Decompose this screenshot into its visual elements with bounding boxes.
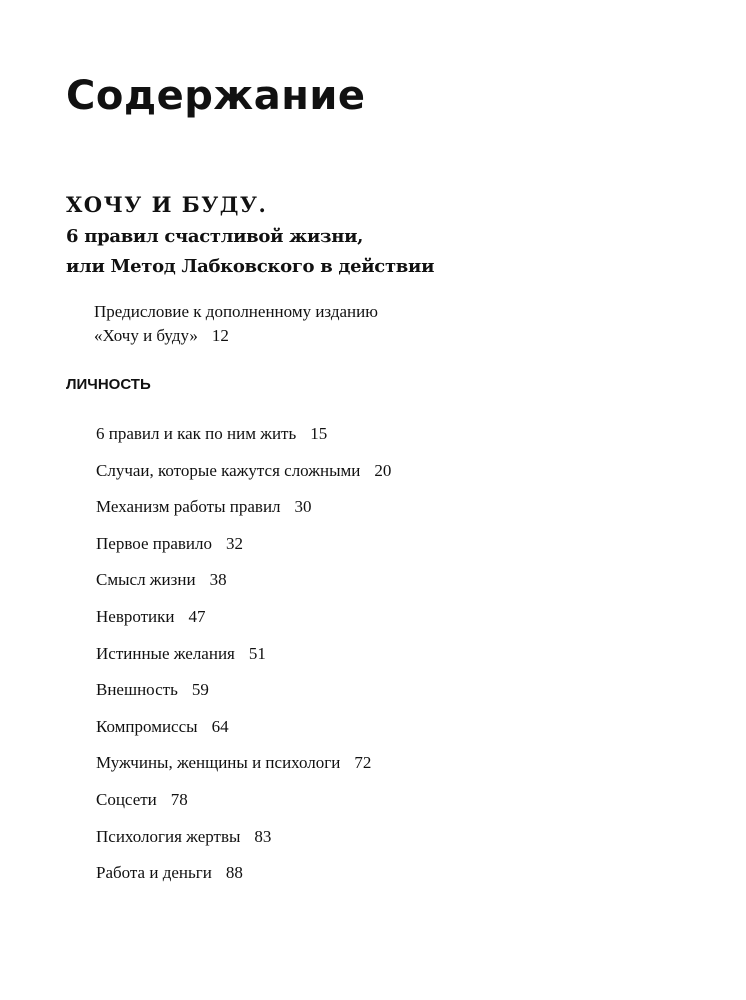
toc-entry[interactable] [96, 495, 391, 532]
toc-entry-label: Компромиссы [96, 716, 198, 736]
toc-entry[interactable] [96, 459, 391, 496]
toc-entry[interactable] [96, 861, 391, 898]
toc-entry-label: Случаи, которые кажутся сложными [96, 460, 361, 480]
toc-entry-page: 64 [211, 716, 229, 736]
toc-entry[interactable] [96, 568, 391, 605]
book-subtitle-line-1: 6 правил счастливой жизни, [66, 226, 364, 247]
toc-entry[interactable] [96, 678, 391, 715]
toc-entry[interactable] [96, 715, 391, 752]
toc-entry-label: Психология жертвы [96, 826, 241, 846]
book-title: ХОЧУ И БУДУ. [66, 192, 268, 217]
toc-entry-page: 38 [209, 570, 227, 590]
toc-entry[interactable] [96, 825, 391, 862]
toc-entry-label: Соцсети [96, 789, 157, 809]
toc-entry-label: Работа и деньги [96, 863, 212, 883]
toc-entry-page: 30 [294, 497, 312, 517]
page-title: Содержание [66, 73, 366, 119]
toc-entry-label: Механизм работы правил [96, 497, 281, 517]
preface-label-line-2: «Хочу и буду» [94, 326, 198, 345]
toc-entry-label: Истинные желания [96, 643, 235, 663]
toc-entry-page: 59 [191, 680, 209, 700]
section-heading: ЛИЧНОСТЬ [66, 376, 151, 393]
toc-entry-preface[interactable] [94, 300, 378, 348]
toc-entry-page: 20 [374, 460, 392, 480]
toc-entry-label: Первое правило [96, 533, 212, 553]
toc-entry-page: 47 [188, 606, 206, 626]
toc-entry-page: 15 [310, 424, 328, 443]
toc-entry-label: Внешность [96, 680, 178, 700]
toc-entry-label: 6 правил и как по ним жить [96, 424, 297, 443]
toc-entry-label: Невротики [96, 606, 175, 626]
book-subtitle [66, 222, 434, 282]
toc-entry-page: 51 [248, 643, 266, 663]
toc-list [96, 422, 391, 898]
toc-entry-page: 83 [254, 826, 272, 846]
preface-page-number: 12 [211, 326, 229, 345]
toc-entry[interactable] [96, 532, 391, 569]
toc-entry-label: Мужчины, женщины и психологи [96, 753, 341, 773]
toc-entry[interactable] [96, 605, 391, 642]
toc-entry[interactable] [96, 422, 391, 459]
toc-entry-page: 78 [170, 789, 188, 809]
toc-entry[interactable] [96, 751, 391, 788]
book-subtitle-line-2: или Метод Лабковского в действии [66, 256, 435, 277]
toc-entry-page: 72 [354, 753, 372, 773]
toc-entry[interactable] [96, 642, 391, 679]
toc-entry[interactable] [96, 788, 391, 825]
toc-entry-label: Смысл жизни [96, 570, 196, 590]
toc-entry-page: 88 [225, 863, 243, 883]
preface-label-line-1: Предисловие к дополненному изданию [94, 302, 378, 321]
toc-entry-page: 32 [226, 533, 243, 553]
